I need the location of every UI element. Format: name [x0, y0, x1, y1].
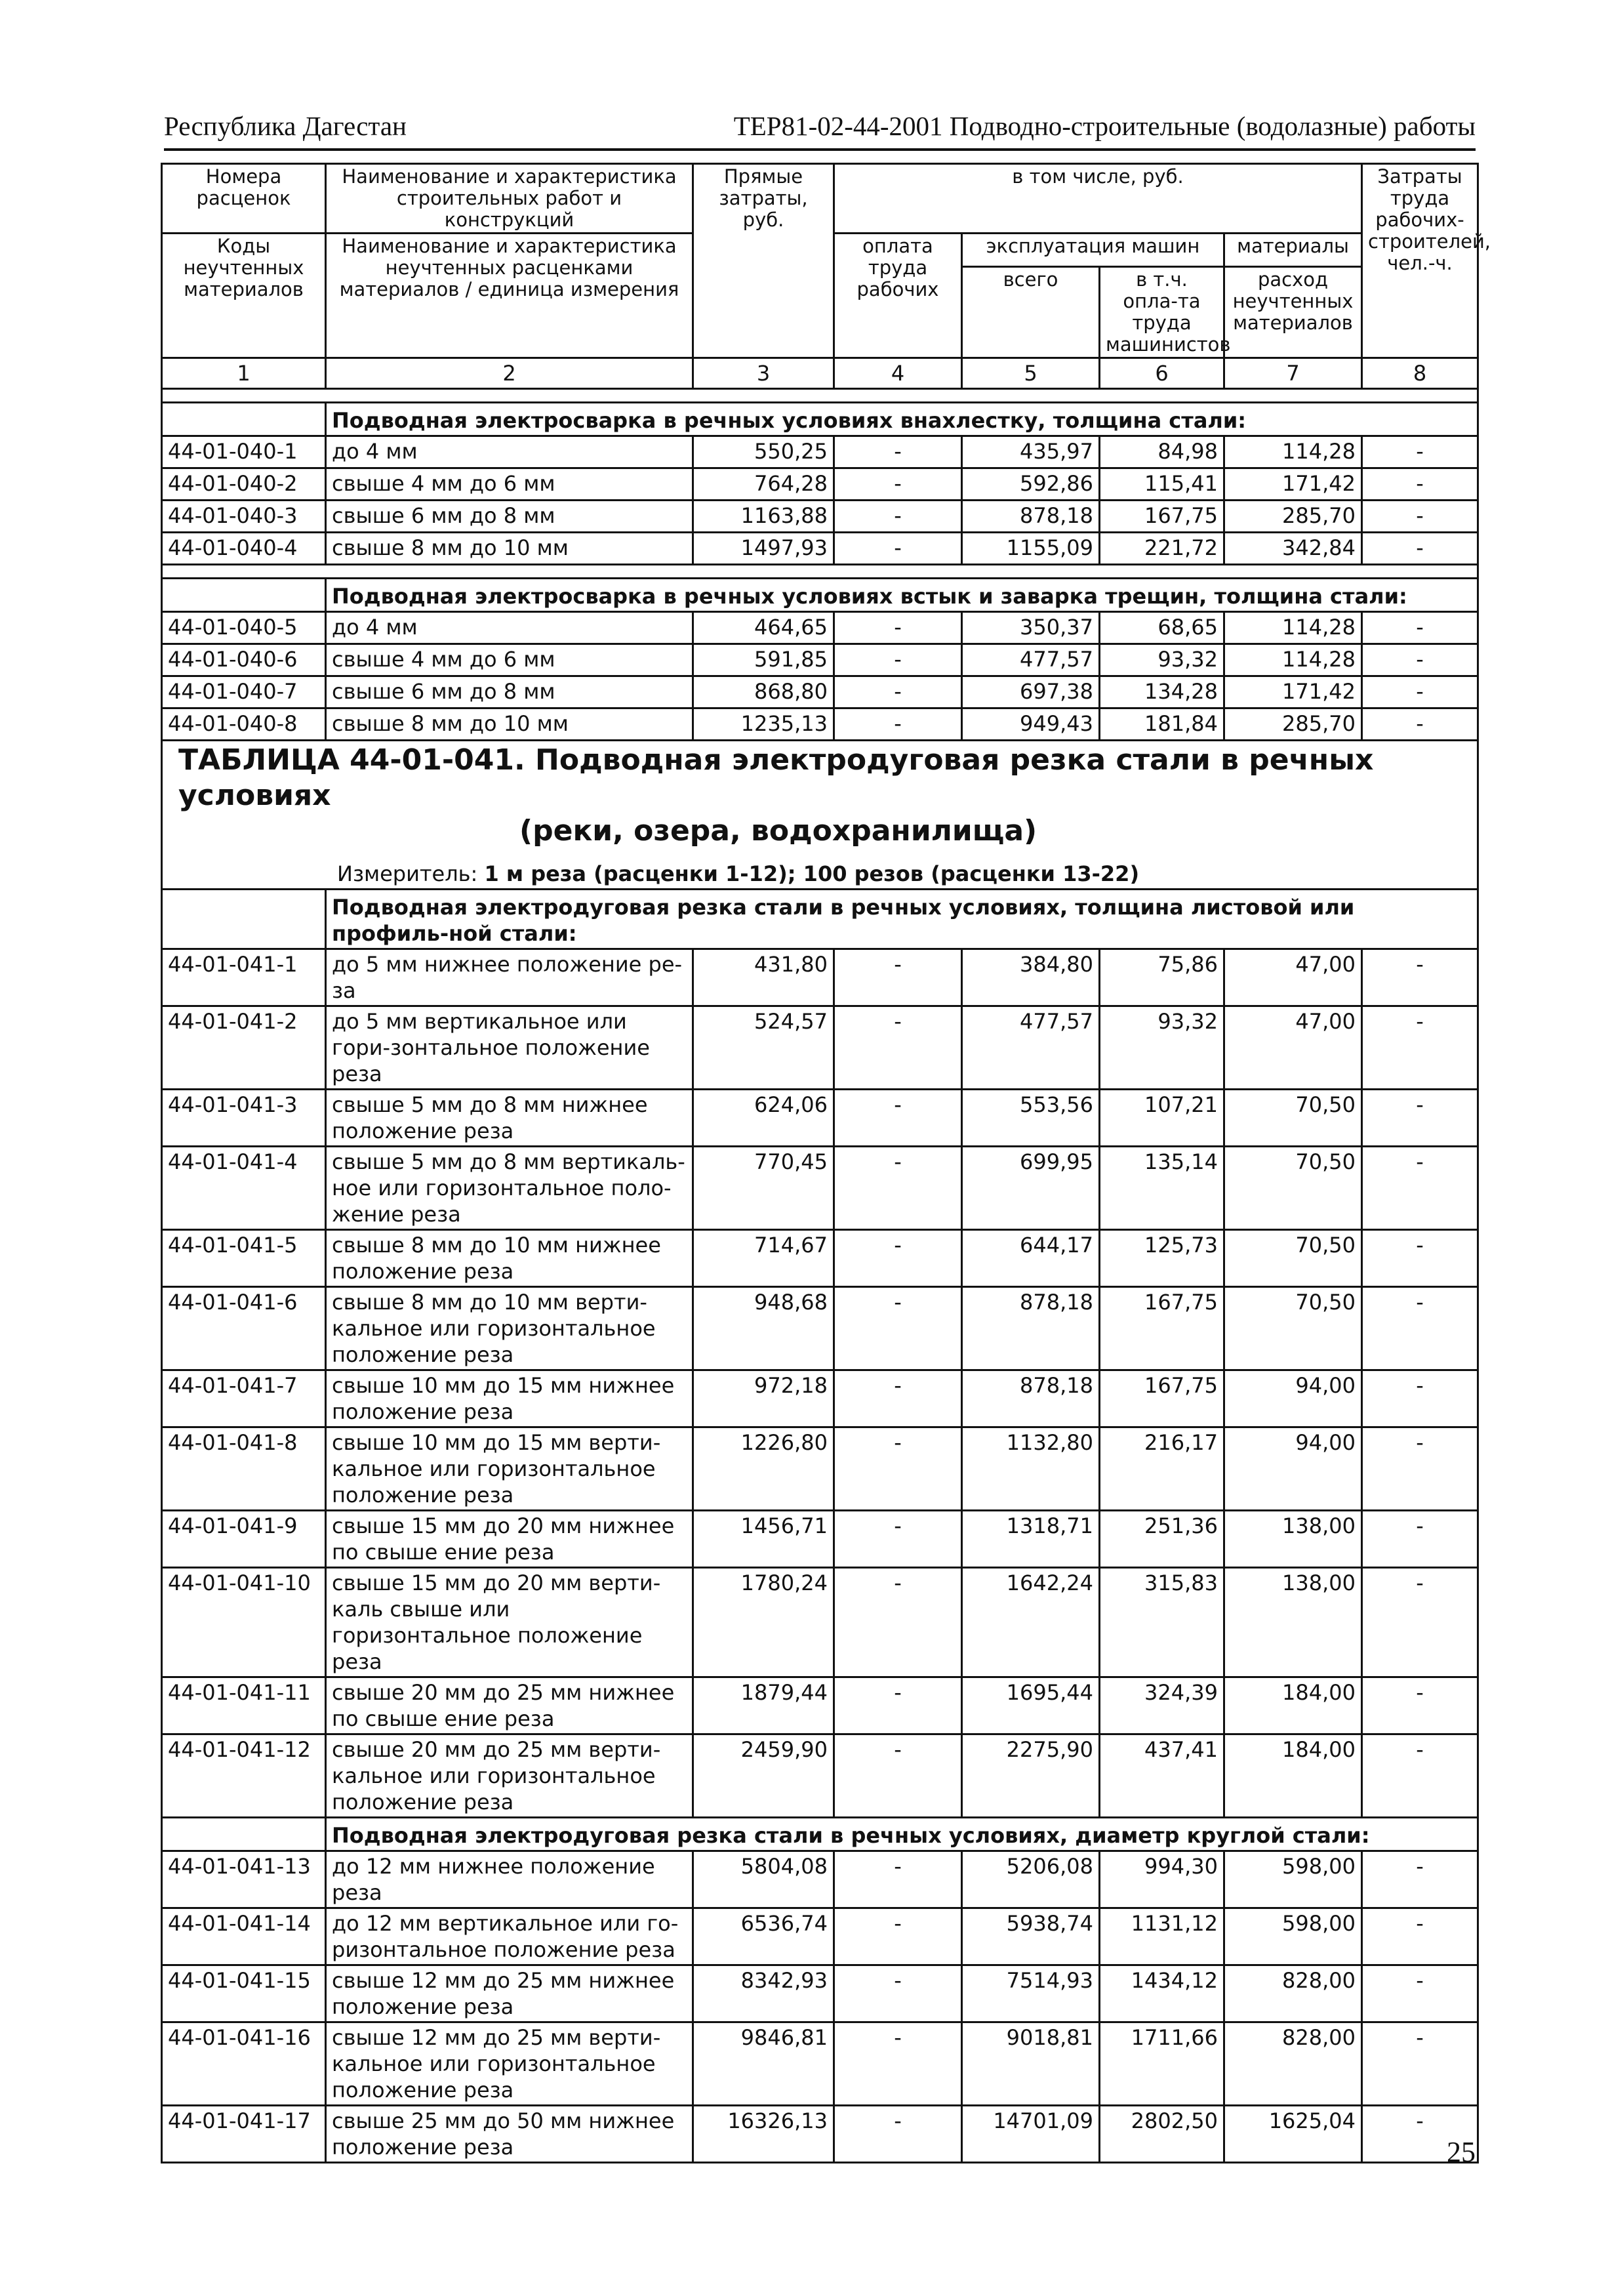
labor-costs: -	[1362, 436, 1478, 468]
machinist-pay: 221,72	[1100, 533, 1224, 565]
running-header	[164, 110, 1476, 151]
materials-cost: 184,00	[1224, 1734, 1362, 1818]
section-title: Подводная электродуговая резка стали в речных условиях, диаметр круглой стали:	[326, 1818, 1478, 1851]
worker-pay: -	[834, 949, 962, 1006]
machinist-pay: 107,21	[1100, 1090, 1224, 1147]
machines-total: 1318,71	[962, 1511, 1100, 1568]
materials-cost: 138,00	[1224, 1568, 1362, 1677]
materials-cost: 94,00	[1224, 1427, 1362, 1511]
labor-costs: -	[1362, 1511, 1478, 1568]
machinist-pay: 315,83	[1100, 1568, 1224, 1677]
labor-costs: -	[1362, 949, 1478, 1006]
rate-name: до 5 мм вертикальное или гори-зонтальное положение реза	[326, 1006, 693, 1090]
labor-costs: -	[1362, 1908, 1478, 1965]
direct-costs: 1497,93	[693, 533, 834, 565]
materials-cost: 114,28	[1224, 612, 1362, 644]
worker-pay: -	[834, 612, 962, 644]
worker-pay: -	[834, 1965, 962, 2022]
rate-code: 44-01-041-15	[162, 1965, 326, 2022]
table-row	[162, 436, 1478, 468]
direct-costs: 972,18	[693, 1370, 834, 1427]
table-row	[162, 1006, 1478, 1090]
measure-unit	[168, 861, 1472, 887]
rate-code: 44-01-040-7	[162, 676, 326, 708]
header-document-title: ТЕР81-02-44-2001 Подводно-строительные (водолазные) работы	[733, 111, 1476, 141]
labor-costs: -	[1362, 1851, 1478, 1908]
header-material-names: Наименование и характеристика неучтенных расценками материалов / единица измерения	[326, 234, 693, 358]
worker-pay: -	[834, 676, 962, 708]
rate-code: 44-01-041-9	[162, 1511, 326, 1568]
rate-name: свыше 8 мм до 10 мм	[326, 533, 693, 565]
table-row	[162, 644, 1478, 676]
materials-cost: 1625,04	[1224, 2106, 1362, 2163]
worker-pay: -	[834, 708, 962, 741]
direct-costs: 1226,80	[693, 1427, 834, 1511]
worker-pay: -	[834, 533, 962, 565]
materials-cost: 828,00	[1224, 1965, 1362, 2022]
rate-code: 44-01-041-4	[162, 1147, 326, 1230]
table-title-line-1: ТАБЛИЦА 44-01-041. Подводная электродуговая резка стали в речных условиях	[178, 743, 1374, 812]
section-weld-butt	[162, 565, 1478, 741]
materials-cost: 285,70	[1224, 708, 1362, 741]
materials-cost: 47,00	[1224, 1006, 1362, 1090]
rate-name: до 4 мм	[326, 612, 693, 644]
column-number: 5	[962, 358, 1100, 389]
worker-pay: -	[834, 1511, 962, 1568]
machinist-pay: 93,32	[1100, 1006, 1224, 1090]
rate-code: 44-01-041-17	[162, 2106, 326, 2163]
rate-code: 44-01-040-6	[162, 644, 326, 676]
column-number: 3	[693, 358, 834, 389]
machines-total: 878,18	[962, 1287, 1100, 1370]
worker-pay: -	[834, 2022, 962, 2106]
header-region: Республика Дагестан	[164, 111, 407, 141]
column-number: 7	[1224, 358, 1362, 389]
labor-costs: -	[1362, 1147, 1478, 1230]
direct-costs: 591,85	[693, 644, 834, 676]
machinist-pay: 994,30	[1100, 1851, 1224, 1908]
direct-costs: 1456,71	[693, 1511, 834, 1568]
labor-costs: -	[1362, 708, 1478, 741]
rate-name: свыше 6 мм до 8 мм	[326, 676, 693, 708]
table-row	[162, 1090, 1478, 1147]
machines-total: 592,86	[962, 468, 1100, 501]
table-header	[162, 164, 1491, 389]
table-row	[162, 1908, 1478, 1965]
direct-costs: 464,65	[693, 612, 834, 644]
worker-pay: -	[834, 501, 962, 533]
direct-costs: 9846,81	[693, 2022, 834, 2106]
rate-name: свыше 20 мм до 25 мм верти-кальное или горизонтальное положение реза	[326, 1734, 693, 1818]
materials-cost: 94,00	[1224, 1370, 1362, 1427]
header-material-codes: Коды неучтенных материалов	[162, 234, 326, 358]
materials-cost: 598,00	[1224, 1908, 1362, 1965]
rate-name: свыше 25 мм до 50 мм нижнее положение реза	[326, 2106, 693, 2163]
rates-table	[161, 163, 1491, 2163]
measure-unit-value: 1 м реза (расценки 1-12); 100 резов (расценки 13-22)	[484, 861, 1140, 886]
rate-name: свыше 5 мм до 8 мм вертикаль-ное или горизонтальное поло-жение реза	[326, 1147, 693, 1230]
rate-code: 44-01-041-13	[162, 1851, 326, 1908]
machinist-pay: 134,28	[1100, 676, 1224, 708]
rate-code: 44-01-040-1	[162, 436, 326, 468]
column-number: 1	[162, 358, 326, 389]
table-row	[162, 1230, 1478, 1287]
labor-costs: -	[1362, 1230, 1478, 1287]
worker-pay: -	[834, 644, 962, 676]
machines-total: 1132,80	[962, 1427, 1100, 1511]
labor-costs: -	[1362, 501, 1478, 533]
rate-code: 44-01-040-4	[162, 533, 326, 565]
machinist-pay: 84,98	[1100, 436, 1224, 468]
direct-costs: 524,57	[693, 1006, 834, 1090]
table-row	[162, 1370, 1478, 1427]
header-materials: материалы	[1224, 234, 1362, 267]
table-row	[162, 533, 1478, 565]
rate-name: свыше 15 мм до 20 мм верти-каль свыше или горизонтальное положение реза	[326, 1568, 693, 1677]
header-work-name: Наименование и характеристика строительных работ и конструкций	[326, 164, 693, 234]
machinist-pay: 1131,12	[1100, 1908, 1224, 1965]
worker-pay: -	[834, 1851, 962, 1908]
machinist-pay: 167,75	[1100, 1287, 1224, 1370]
section-cut-sheet	[162, 890, 1478, 949]
column-number: 4	[834, 358, 962, 389]
materials-cost: 171,42	[1224, 676, 1362, 708]
section-cut-round-rows	[162, 1851, 1478, 2163]
rate-name: свыше 4 мм до 6 мм	[326, 644, 693, 676]
worker-pay: -	[834, 436, 962, 468]
machines-total: 5938,74	[962, 1908, 1100, 1965]
machines-total: 644,17	[962, 1230, 1100, 1287]
rate-name: свыше 8 мм до 10 мм верти-кальное или горизонтальное положение реза	[326, 1287, 693, 1370]
header-including: в том числе, руб.	[834, 164, 1362, 234]
machines-total: 7514,93	[962, 1965, 1100, 2022]
labor-costs: -	[1362, 1677, 1478, 1734]
header-machines: эксплуатация машин	[962, 234, 1224, 267]
machines-total: 5206,08	[962, 1851, 1100, 1908]
section-weld-lap	[162, 389, 1478, 565]
table-row	[162, 1851, 1478, 1908]
direct-costs: 1879,44	[693, 1677, 834, 1734]
direct-costs: 6536,74	[693, 1908, 834, 1965]
table-row	[162, 1677, 1478, 1734]
labor-costs: -	[1362, 533, 1478, 565]
header-machinist-pay: в т.ч. опла-та труда машинистов	[1100, 267, 1224, 358]
table-row	[162, 1568, 1478, 1677]
rate-name: свыше 12 мм до 25 мм нижнее положение реза	[326, 1965, 693, 2022]
machines-total: 949,43	[962, 708, 1100, 741]
machinist-pay: 135,14	[1100, 1147, 1224, 1230]
table-row	[162, 1427, 1478, 1511]
machines-total: 2275,90	[962, 1734, 1100, 1818]
labor-costs: -	[1362, 2022, 1478, 2106]
materials-cost: 138,00	[1224, 1511, 1362, 1568]
table-row	[162, 1965, 1478, 2022]
machinist-pay: 1434,12	[1100, 1965, 1224, 2022]
rate-name: свыше 8 мм до 10 мм нижнее положение реза	[326, 1230, 693, 1287]
direct-costs: 764,28	[693, 468, 834, 501]
rate-code: 44-01-041-5	[162, 1230, 326, 1287]
column-number: 8	[1362, 358, 1478, 389]
rate-name: свыше 4 мм до 6 мм	[326, 468, 693, 501]
machinist-pay: 437,41	[1100, 1734, 1224, 1818]
rate-code: 44-01-041-12	[162, 1734, 326, 1818]
machinist-pay: 167,75	[1100, 1370, 1224, 1427]
rate-code: 44-01-040-2	[162, 468, 326, 501]
header-worker-pay: оплата труда рабочих	[834, 234, 962, 358]
machinist-pay: 324,39	[1100, 1677, 1224, 1734]
table-row	[162, 949, 1478, 1006]
rate-code: 44-01-041-7	[162, 1370, 326, 1427]
machinist-pay: 115,41	[1100, 468, 1224, 501]
header-rate-numbers: Номера расценок	[162, 164, 326, 234]
rate-name: свыше 5 мм до 8 мм нижнее положение реза	[326, 1090, 693, 1147]
worker-pay: -	[834, 1287, 962, 1370]
machinist-pay: 125,73	[1100, 1230, 1224, 1287]
worker-pay: -	[834, 1427, 962, 1511]
table-row	[162, 1147, 1478, 1230]
machinist-pay: 1711,66	[1100, 2022, 1224, 2106]
machines-total: 384,80	[962, 949, 1100, 1006]
rate-code: 44-01-041-14	[162, 1908, 326, 1965]
machines-total: 699,95	[962, 1147, 1100, 1230]
labor-costs: -	[1362, 1568, 1478, 1677]
rate-code: 44-01-041-1	[162, 949, 326, 1006]
labor-costs: -	[1362, 676, 1478, 708]
machines-total: 9018,81	[962, 2022, 1100, 2106]
table-row	[162, 501, 1478, 533]
table-row	[162, 468, 1478, 501]
rate-name: до 12 мм нижнее положение реза	[326, 1851, 693, 1908]
table-44-01-041-caption	[162, 741, 1478, 890]
worker-pay: -	[834, 468, 962, 501]
labor-costs: -	[1362, 1287, 1478, 1370]
direct-costs: 8342,93	[693, 1965, 834, 2022]
materials-cost: 47,00	[1224, 949, 1362, 1006]
machines-total: 14701,09	[962, 2106, 1100, 2163]
worker-pay: -	[834, 1147, 962, 1230]
labor-costs: -	[1362, 1006, 1478, 1090]
machinist-pay: 68,65	[1100, 612, 1224, 644]
worker-pay: -	[834, 1734, 962, 1818]
direct-costs: 868,80	[693, 676, 834, 708]
worker-pay: -	[834, 1370, 962, 1427]
materials-cost: 828,00	[1224, 2022, 1362, 2106]
table-row	[162, 1734, 1478, 1818]
table-row	[162, 1287, 1478, 1370]
header-machines-total: всего	[962, 267, 1100, 358]
rate-code: 44-01-041-3	[162, 1090, 326, 1147]
direct-costs: 1163,88	[693, 501, 834, 533]
machinist-pay: 251,36	[1100, 1511, 1224, 1568]
direct-costs: 550,25	[693, 436, 834, 468]
worker-pay: -	[834, 1006, 962, 1090]
machinist-pay: 2802,50	[1100, 2106, 1224, 2163]
column-number: 6	[1100, 358, 1224, 389]
machinist-pay: 181,84	[1100, 708, 1224, 741]
rate-code: 44-01-041-16	[162, 2022, 326, 2106]
worker-pay: -	[834, 1568, 962, 1677]
machinist-pay: 93,32	[1100, 644, 1224, 676]
rate-name: до 12 мм вертикальное или го-ризонтальное положение реза	[326, 1908, 693, 1965]
table-row	[162, 2106, 1478, 2163]
rate-name: до 4 мм	[326, 436, 693, 468]
direct-costs: 1235,13	[693, 708, 834, 741]
machinist-pay: 75,86	[1100, 949, 1224, 1006]
materials-cost: 114,28	[1224, 644, 1362, 676]
rate-name: свыше 12 мм до 25 мм верти-кальное или горизонтальное положение реза	[326, 2022, 693, 2106]
rate-code: 44-01-040-5	[162, 612, 326, 644]
rate-name: свыше 10 мм до 15 мм верти-кальное или горизонтальное положение реза	[326, 1427, 693, 1511]
page-number: 25	[1447, 2136, 1476, 2168]
machinist-pay: 167,75	[1100, 501, 1224, 533]
machines-total: 477,57	[962, 644, 1100, 676]
machines-total: 553,56	[962, 1090, 1100, 1147]
header-direct-costs: Прямые затраты, руб.	[693, 164, 834, 358]
rate-code: 44-01-040-3	[162, 501, 326, 533]
section-title: Подводная электросварка в речных условиях встык и заварка трещин, толщина стали:	[326, 579, 1478, 612]
section-title: Подводная электросварка в речных условиях внахлестку, толщина стали:	[326, 403, 1478, 436]
machines-total: 477,57	[962, 1006, 1100, 1090]
labor-costs: -	[1362, 1090, 1478, 1147]
materials-cost: 184,00	[1224, 1677, 1362, 1734]
rate-code: 44-01-041-10	[162, 1568, 326, 1677]
direct-costs: 948,68	[693, 1287, 834, 1370]
direct-costs: 2459,90	[693, 1734, 834, 1818]
materials-cost: 171,42	[1224, 468, 1362, 501]
table-row	[162, 2022, 1478, 2106]
table-row	[162, 612, 1478, 644]
machines-total: 1155,09	[962, 533, 1100, 565]
table-row	[162, 708, 1478, 741]
direct-costs: 1780,24	[693, 1568, 834, 1677]
direct-costs: 5804,08	[693, 1851, 834, 1908]
table-title-line-2: (реки, озера, водохранилища)	[519, 814, 1037, 848]
materials-cost: 598,00	[1224, 1851, 1362, 1908]
labor-costs: -	[1362, 612, 1478, 644]
materials-cost: 70,50	[1224, 1147, 1362, 1230]
rate-code: 44-01-041-8	[162, 1427, 326, 1511]
worker-pay: -	[834, 1908, 962, 1965]
machines-total: 350,37	[962, 612, 1100, 644]
rate-code: 44-01-041-2	[162, 1006, 326, 1090]
rate-name: свыше 8 мм до 10 мм	[326, 708, 693, 741]
machines-total: 1642,24	[962, 1568, 1100, 1677]
rate-code: 44-01-040-8	[162, 708, 326, 741]
column-number: 2	[326, 358, 693, 389]
section-cut-sheet-rows	[162, 949, 1478, 1818]
labor-costs: -	[1362, 2106, 1478, 2163]
header-labor-costs: Затраты труда рабочих-строителей, чел.-ч.	[1362, 164, 1478, 358]
rate-code: 44-01-041-6	[162, 1287, 326, 1370]
materials-cost: 70,50	[1224, 1090, 1362, 1147]
materials-cost: 114,28	[1224, 436, 1362, 468]
section-cut-round	[162, 1818, 1478, 1851]
labor-costs: -	[1362, 468, 1478, 501]
measure-unit-label: Измеритель:	[337, 861, 478, 886]
labor-costs: -	[1362, 644, 1478, 676]
section-title: Подводная электродуговая резка стали в речных условиях, толщина листовой или профиль-ной стали:	[326, 890, 1478, 949]
machines-total: 697,38	[962, 676, 1100, 708]
labor-costs: -	[1362, 1734, 1478, 1818]
machines-total: 878,18	[962, 1370, 1100, 1427]
rate-name: свыше 20 мм до 25 мм нижнее по свыше ение реза	[326, 1677, 693, 1734]
machines-total: 878,18	[962, 501, 1100, 533]
rate-name: до 5 мм нижнее положение ре-за	[326, 949, 693, 1006]
machinist-pay: 216,17	[1100, 1427, 1224, 1511]
direct-costs: 624,06	[693, 1090, 834, 1147]
materials-cost: 342,84	[1224, 533, 1362, 565]
worker-pay: -	[834, 1090, 962, 1147]
table-row	[162, 676, 1478, 708]
machines-total: 1695,44	[962, 1677, 1100, 1734]
materials-cost: 70,50	[1224, 1287, 1362, 1370]
table-row	[162, 1511, 1478, 1568]
header-materials-consumption: расход неучтенных материалов	[1224, 267, 1362, 358]
worker-pay: -	[834, 1230, 962, 1287]
labor-costs: -	[1362, 1427, 1478, 1511]
direct-costs: 16326,13	[693, 2106, 834, 2163]
rate-name: свыше 15 мм до 20 мм нижнее по свыше ение реза	[326, 1511, 693, 1568]
materials-cost: 70,50	[1224, 1230, 1362, 1287]
labor-costs: -	[1362, 1370, 1478, 1427]
machines-total: 435,97	[962, 436, 1100, 468]
table-title	[168, 743, 1472, 849]
materials-cost: 285,70	[1224, 501, 1362, 533]
worker-pay: -	[834, 1677, 962, 1734]
rate-name: свыше 10 мм до 15 мм нижнее положение реза	[326, 1370, 693, 1427]
rate-name: свыше 6 мм до 8 мм	[326, 501, 693, 533]
worker-pay: -	[834, 2106, 962, 2163]
direct-costs: 431,80	[693, 949, 834, 1006]
direct-costs: 770,45	[693, 1147, 834, 1230]
labor-costs: -	[1362, 1965, 1478, 2022]
rate-code: 44-01-041-11	[162, 1677, 326, 1734]
direct-costs: 714,67	[693, 1230, 834, 1287]
